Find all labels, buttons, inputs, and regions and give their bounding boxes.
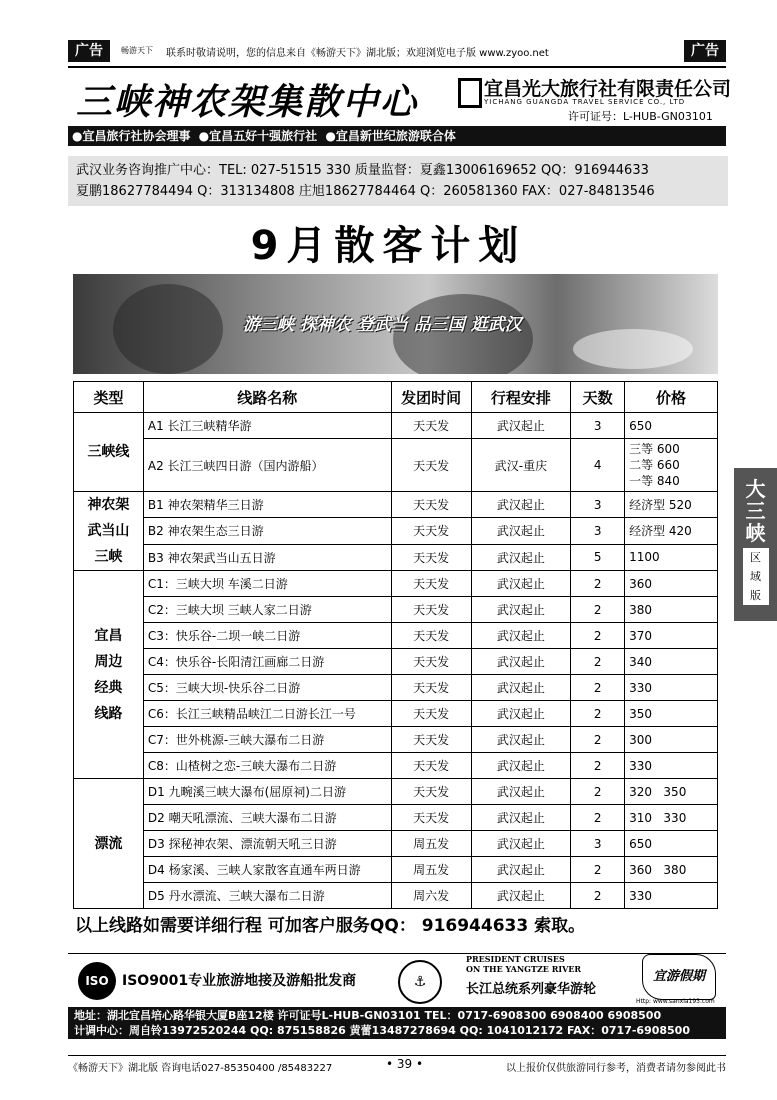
days: 2 [571, 779, 625, 805]
association-item: ●宜昌旅行社协会理事 [72, 129, 191, 143]
scenery-banner [73, 274, 718, 374]
footer-publication: 《畅游天下》湖北版 咨询电话027-85350400 /85483227 [68, 1063, 333, 1074]
route-name: C2：三峡大坝 三峡人家二日游 [143, 597, 391, 623]
departure: 周五发 [391, 857, 471, 883]
price: 1100 [625, 544, 718, 570]
page-title: 9月散客计划 [250, 223, 527, 269]
route-name: A1 长江三峡精华游 [143, 413, 391, 439]
ship-wheel-icon: ⚓ [398, 960, 442, 1004]
table-row [74, 701, 718, 727]
side-region-tab [734, 468, 777, 621]
category-line: 神农架 [87, 497, 130, 513]
column-header: 发团时间 [391, 382, 471, 413]
category-cell [74, 571, 144, 779]
column-header: 类型 [74, 382, 144, 413]
days: 4 [571, 439, 625, 492]
itinerary: 武汉-重庆 [471, 439, 571, 492]
category-line: 线路 [94, 705, 123, 722]
category-line: 经典 [94, 679, 123, 696]
route-name: C3：快乐谷-二坝一峡二日游 [143, 623, 391, 649]
days: 2 [571, 571, 625, 597]
table-row [74, 779, 718, 805]
departure: 天天发 [391, 544, 471, 570]
brand-mini-logo: 畅游天下 [121, 46, 153, 55]
calligraphy-title: 三峡神农架集散中心 [76, 81, 419, 123]
sponsor-footer [68, 953, 726, 1006]
association-item: ●宜昌新世纪旅游联合体 [325, 129, 456, 143]
column-header: 天数 [571, 382, 625, 413]
days: 5 [571, 544, 625, 570]
price: 300 [625, 727, 718, 753]
route-name: B3 神农架武当山五日游 [143, 544, 391, 570]
company-name-cn: 宜昌光大旅行社有限责任公司 [484, 78, 732, 100]
price: 经济型 520 [625, 492, 718, 518]
category-cell [74, 492, 144, 571]
days: 2 [571, 675, 625, 701]
price: 330 [625, 675, 718, 701]
days: 2 [571, 623, 625, 649]
days: 3 [571, 518, 625, 544]
departure: 天天发 [391, 779, 471, 805]
price: 350 [625, 701, 718, 727]
table-row [74, 883, 718, 909]
itinerary: 武汉起止 [471, 623, 571, 649]
address-bar [68, 1007, 726, 1039]
itinerary: 武汉起止 [471, 571, 571, 597]
itinerary: 武汉起止 [471, 649, 571, 675]
contact-box [68, 156, 728, 206]
side-tab-char: 版 [750, 589, 761, 602]
itinerary: 武汉起止 [471, 413, 571, 439]
days: 3 [571, 492, 625, 518]
price-line: 二等 660 [629, 458, 680, 472]
route-table [73, 381, 718, 909]
company-name-en: YICHANG GUANGDA TRAVEL SERVICE CO., LTD [484, 98, 686, 106]
table-row [74, 597, 718, 623]
contact-line: 武汉业务咨询推广中心：TEL: 027-51515 330 质量监督：夏鑫13006169652 QQ：916944633 [76, 163, 649, 178]
itinerary: 武汉起止 [471, 701, 571, 727]
side-tab-char: 域 [750, 570, 761, 583]
price-line: 一等 840 [629, 474, 680, 488]
route-name: C4：快乐谷-长阳清江画廊二日游 [143, 649, 391, 675]
table-row [74, 492, 718, 518]
route-name: B1 神农架精华三日游 [143, 492, 391, 518]
price: 330 [625, 753, 718, 779]
days: 2 [571, 649, 625, 675]
side-tab-char: 区 [750, 551, 761, 564]
price [625, 439, 718, 492]
days: 2 [571, 701, 625, 727]
top-notice: 联系时敬请说明，您的信息来自《畅游天下》湖北版；欢迎浏览电子版 www.zyoo.net [166, 48, 549, 59]
itinerary: 武汉起止 [471, 544, 571, 570]
days: 2 [571, 727, 625, 753]
itinerary: 武汉起止 [471, 883, 571, 909]
route-name: D1 九畹溪三峡大瀑布(屈原祠)二日游 [143, 779, 391, 805]
side-tab-subtitle [743, 548, 769, 605]
top-bar [68, 40, 726, 64]
price: 310 330 [625, 805, 718, 831]
table-header-row [74, 382, 718, 413]
days: 3 [571, 413, 625, 439]
contact-note: 以上线路如需要详细行程 可加客户服务QQ： 916944633 索取。 [75, 916, 586, 936]
departure: 天天发 [391, 623, 471, 649]
departure: 天天发 [391, 701, 471, 727]
itinerary: 武汉起止 [471, 779, 571, 805]
price-line: 三等 600 [629, 442, 680, 456]
itinerary: 武汉起止 [471, 597, 571, 623]
route-name: C1：三峡大坝 车溪二日游 [143, 571, 391, 597]
company-logo-icon [458, 78, 482, 108]
column-header: 价格 [625, 382, 718, 413]
price: 370 [625, 623, 718, 649]
category-cell: 漂流 [74, 779, 144, 909]
category-line: 宜昌 [94, 627, 123, 644]
days: 2 [571, 597, 625, 623]
departure: 天天发 [391, 727, 471, 753]
route-name: B2 神农架生态三日游 [143, 518, 391, 544]
iso-text: ISO9001专业旅游地接及游船批发商 [122, 973, 357, 989]
cruise-name-en-line: ON THE YANGTZE RIVER [466, 964, 582, 974]
category-cell: 三峡线 [74, 413, 144, 492]
departure: 天天发 [391, 413, 471, 439]
departure: 天天发 [391, 649, 471, 675]
category-line: 周边 [94, 653, 123, 670]
days: 3 [571, 831, 625, 857]
table-row [74, 413, 718, 439]
table-row [74, 518, 718, 544]
table-row [74, 544, 718, 570]
license-number: 许可证号：L-HUB-GN03101 [568, 110, 713, 123]
sanxia-url: Http: www.sanxia193.com [636, 998, 715, 1005]
cruise-name-en [466, 954, 581, 974]
table-row [74, 753, 718, 779]
table-row [74, 727, 718, 753]
category-line: 三峡 [94, 549, 123, 565]
price: 360 [625, 571, 718, 597]
days: 2 [571, 883, 625, 909]
column-header: 线路名称 [143, 382, 391, 413]
table-row [74, 675, 718, 701]
route-name: D2 嘲天吼漂流、三峡大瀑布二日游 [143, 805, 391, 831]
association-item: ●宜昌五好十强旅行社 [198, 129, 318, 143]
departure: 天天发 [391, 597, 471, 623]
monkey-photo-shape [113, 284, 223, 374]
departure: 天天发 [391, 805, 471, 831]
departure: 天天发 [391, 753, 471, 779]
itinerary: 武汉起止 [471, 727, 571, 753]
itinerary: 武汉起止 [471, 753, 571, 779]
table-row [74, 623, 718, 649]
days: 2 [571, 857, 625, 883]
price: 360 380 [625, 857, 718, 883]
ad-label-left: 广告 [68, 40, 110, 62]
table-row [74, 439, 718, 492]
route-name: D4 杨家溪、三峡人家散客直通车两日游 [143, 857, 391, 883]
column-header: 行程安排 [471, 382, 571, 413]
ad-label-right: 广告 [684, 40, 726, 62]
departure: 周五发 [391, 831, 471, 857]
departure: 周六发 [391, 883, 471, 909]
table-row [74, 831, 718, 857]
table-row [74, 571, 718, 597]
page-number: • 39 • [386, 1057, 424, 1071]
price: 650 [625, 413, 718, 439]
side-tab-title: 大三峡 [745, 477, 766, 545]
itinerary: 武汉起止 [471, 492, 571, 518]
table-row [74, 649, 718, 675]
route-name: C5：三峡大坝-快乐谷二日游 [143, 675, 391, 701]
departure: 天天发 [391, 675, 471, 701]
itinerary: 武汉起止 [471, 518, 571, 544]
page-footer [68, 1055, 726, 1074]
departure: 天天发 [391, 571, 471, 597]
address-line: 计调中心：周自铃13972520244 QQ: 875158826 黄蕾13487278694 QQ: 1041012172 FAX：0717-6908500 [74, 1024, 690, 1037]
price: 330 [625, 883, 718, 909]
price: 340 [625, 649, 718, 675]
itinerary: 武汉起止 [471, 675, 571, 701]
table-row [74, 857, 718, 883]
departure: 天天发 [391, 518, 471, 544]
price: 经济型 420 [625, 518, 718, 544]
contact-line: 夏鹏18627784494 Q：313134808 庄旭18627784464 Q：260581360 FAX：027-84813546 [76, 184, 655, 199]
route-name: D5 丹水漂流、三峡大瀑布二日游 [143, 883, 391, 909]
days: 2 [571, 753, 625, 779]
route-name: C6：长江三峡精品峡江二日游长江一号 [143, 701, 391, 727]
route-name: D3 探秘神农架、漂流朝天吼三日游 [143, 831, 391, 857]
association-bar [68, 126, 726, 146]
iso-logo-icon: ISO [78, 962, 116, 1000]
category-line: 武当山 [87, 523, 130, 539]
header [68, 66, 732, 128]
route-name: C8：山楂树之恋-三峡大瀑布二日游 [143, 753, 391, 779]
route-name: A2 长江三峡四日游（国内游船） [143, 439, 391, 492]
address-line: 地址：湖北宜昌培心路华银大厦B座12楼 许可证号L-HUB-GN03101 TEL：0717-6908300 6908400 6908500 [74, 1009, 662, 1022]
banner-slogan: 游三峡 探神农 登武当 品三国 逛武汉 [243, 315, 522, 335]
table-row [74, 805, 718, 831]
route-name: C7：世外桃源-三峡大瀑布二日游 [143, 727, 391, 753]
itinerary: 武汉起止 [471, 857, 571, 883]
departure: 天天发 [391, 439, 471, 492]
departure: 天天发 [391, 492, 471, 518]
footer-disclaimer: 以上报价仅供旅游同行参考，消费者请勿参阅此书 [506, 1063, 726, 1074]
cruise-name-en-line: PRESIDENT CRUISES [466, 954, 565, 964]
snow-slope-shape [573, 329, 693, 369]
price: 650 [625, 831, 718, 857]
price: 380 [625, 597, 718, 623]
itinerary: 武汉起止 [471, 805, 571, 831]
cruise-name-cn: 长江总统系列豪华游轮 [466, 982, 597, 997]
sanxia-logo: 宜游假期 [642, 954, 716, 1000]
price: 320 350 [625, 779, 718, 805]
itinerary: 武汉起止 [471, 831, 571, 857]
days: 2 [571, 805, 625, 831]
